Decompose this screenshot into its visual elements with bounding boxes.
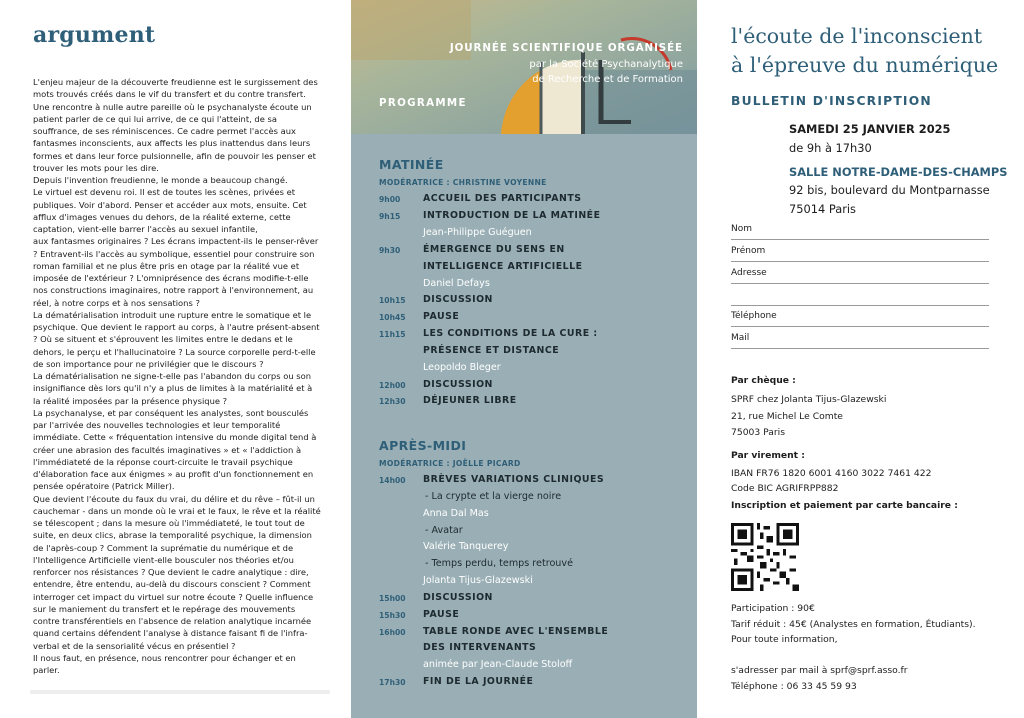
schedule-time: 9h30 — [379, 246, 401, 255]
event-date: SAMEDI 25 JANVIER 2025 — [789, 122, 951, 136]
schedule-label: FIN DE LA JOURNÉE — [423, 676, 534, 687]
contact-phone: Téléphone : 06 33 45 59 93 — [731, 681, 857, 692]
schedule-row — [379, 659, 689, 675]
schedule-time: 15h00 — [379, 594, 406, 603]
schedule-label: DES INTERVENANTS — [423, 642, 537, 653]
schedule-row — [379, 508, 689, 524]
programme-label: PROGRAMME — [379, 97, 467, 109]
schedule-row — [379, 395, 689, 411]
schedule-row — [379, 474, 689, 490]
argument-paragraph: Le virtuel est devenu roi. Il est de toutes les scènes, privées et publiques. Voir d'abord. Penser et accéder aux mots, ensuite. Cet afflux d'images venues du dehors, de la réalité externe, cette captation, vient-elle barrer l'accès au sexuel infantile, — [33, 187, 307, 234]
schedule-time: 10h45 — [379, 313, 406, 322]
programme-column — [351, 0, 697, 718]
schedule-row — [379, 575, 689, 591]
schedule-label: INTELLIGENCE ARTIFICIELLE — [423, 261, 583, 272]
reduced-fee: Tarif réduit : 45€ (Analystes en formation, Étudiants). — [731, 619, 976, 630]
contact-mail: s'adresser par mail à sprf@sprf.asso.fr — [731, 665, 908, 676]
schedule-row — [379, 362, 689, 378]
schedule-row — [379, 227, 689, 243]
schedule-label: TABLE RONDE AVEC L'ENSEMBLE — [423, 626, 609, 637]
schedule-label: DISCUSSION — [423, 379, 493, 390]
schedule-row — [379, 592, 689, 608]
schedule-label: PRÉSENCE ET DISTANCE — [423, 345, 560, 356]
schedule-time: 10h15 — [379, 296, 406, 305]
argument-paragraph: Il nous faut, en présence, nous rencontrer pour échanger et en parler. — [33, 652, 296, 675]
argument-paragraph: La dématérialisation ne signe-t-elle pas l'abandon du corps ou son insignifiance dès lors qu'il n'y a plus de limites à la matérialité et à la réalité imposées par la présence physique ? — [33, 371, 313, 406]
participation-fee: Participation : 90€ — [731, 603, 815, 614]
schedule-time: 14h00 — [379, 476, 406, 485]
schedule-label: ÉMERGENCE DU SENS EN — [423, 244, 565, 255]
schedule-time: 9h00 — [379, 195, 401, 204]
header-organiser-line: JOURNÉE SCIENTIFIQUE ORGANISÉE — [449, 42, 683, 54]
schedule-row — [379, 244, 689, 260]
schedule-label: ACCUEIL DES PARTICIPANTS — [423, 193, 582, 204]
schedule-row — [379, 294, 689, 310]
event-venue: SALLE NOTRE-DAME-DES-CHAMPS — [789, 165, 1008, 179]
bulletin-heading: BULLETIN D'INSCRIPTION — [731, 94, 932, 108]
card-payment-label: Inscription et paiement par carte bancaire : — [731, 500, 958, 511]
schedule-label: DÉJEUNER LIBRE — [423, 395, 517, 406]
footer-band — [30, 690, 330, 694]
field-label: Nom — [731, 224, 753, 234]
schedule-row — [379, 379, 689, 395]
info-line: Pour toute information, — [731, 634, 838, 645]
transfer-label: Par virement : — [731, 450, 805, 461]
talk-title: - Temps perdu, temps retrouvé — [425, 558, 573, 569]
speaker-name: Jolanta Tijus-Glazewski — [423, 575, 533, 586]
iban: IBAN FR76 1820 6001 4160 3022 7461 422 — [731, 468, 932, 479]
talk-title: - La crypte et la vierge noire — [425, 491, 562, 502]
schedule-row — [379, 345, 689, 361]
schedule-row — [379, 328, 689, 344]
argument-paragraph: aux fantasmes originaires ? Les écrans impactent-ils le penser-rêver ? Entravent-ils l'accès au symbolique, essentiel pour construire son roman familial et ne plus être pris en otage par la réalité vue et imposée de l'extérieur ? L'omniprésence des écrans modifie-t-elle nos constructions imaginaires, notre rapport à l'environnement, au réel, à notre corps et à nos sensations ? — [33, 236, 319, 308]
schedule-time: 15h30 — [379, 611, 406, 620]
cheque-city: 75003 Paris — [731, 427, 786, 438]
argument-title: argument — [33, 22, 156, 48]
schedule-label: BRÈVES VARIATIONS CLINIQUES — [423, 474, 605, 485]
cheque-label: Par chèque : — [731, 375, 796, 386]
qr-code-icon[interactable] — [731, 523, 799, 591]
mail-field[interactable] — [731, 333, 989, 349]
bic: Code BIC AGRIFRPP882 — [731, 483, 839, 494]
event-title-line: à l'épreuve du numérique — [731, 53, 999, 77]
schedule-label: LES CONDITIONS DE LA CURE : — [423, 328, 598, 339]
schedule-row — [379, 278, 689, 294]
field-label: Téléphone — [731, 311, 777, 321]
schedule-label: DISCUSSION — [423, 592, 493, 603]
cheque-address: 21, rue Michel Le Comte — [731, 411, 843, 422]
schedule-row — [379, 642, 689, 658]
address-field[interactable] — [731, 268, 989, 284]
field-label: Prénom — [731, 246, 766, 256]
schedule-time: 12h30 — [379, 397, 406, 406]
event-hours: de 9h à 17h30 — [789, 141, 872, 155]
speaker-name: Anna Dal Mas — [423, 508, 489, 519]
event-title-line: l'écoute de l'inconscient — [731, 24, 983, 48]
schedule-row — [379, 676, 689, 692]
schedule-time: 17h30 — [379, 678, 406, 687]
firstname-field[interactable] — [731, 246, 989, 262]
afternoon-moderator: MODÉRATRICE : JOËLLE PICARD — [379, 459, 521, 468]
event-address: 75014 Paris — [789, 202, 856, 216]
schedule-time: 9h15 — [379, 212, 401, 221]
speaker-name: Leopoldo Bleger — [423, 362, 501, 373]
argument-paragraph: La psychanalyse, et par conséquent les analystes, sont bousculés par l'arrivée des nouvelles technologies et leur temporalité immédiate. Cette « fréquentation intensive du monde digital tend à créer une abrasion des facultés imaginatives » et « l'addiction à l'immédiateté de la réponse court-circuite le travail psychique d'élaboration face aux énigmes » au profit d'un fonctionnement en pensée opératoire (Patrick Miller). — [33, 407, 317, 492]
argument-column — [0, 0, 335, 718]
schedule-label: PAUSE — [423, 609, 460, 620]
schedule-time: 11h15 — [379, 330, 406, 339]
speaker-name: Valérie Tanquerey — [423, 541, 509, 552]
speaker-name: Daniel Defays — [423, 278, 490, 289]
speaker-name: animée par Jean-Claude Stoloff — [423, 659, 573, 670]
schedule-row — [379, 261, 689, 277]
talk-title: - Avatar — [425, 525, 463, 536]
registration-column — [697, 0, 1024, 718]
afternoon-title: APRÈS-MIDI — [379, 438, 467, 453]
schedule-row — [379, 525, 689, 541]
schedule-label: INTRODUCTION DE LA MATINÉE — [423, 210, 601, 221]
speaker-name: Jean-Philippe Guéguen — [423, 227, 532, 238]
morning-title: MATINÉE — [379, 157, 444, 172]
field-label: Mail — [731, 333, 750, 343]
schedule-row — [379, 558, 689, 574]
argument-paragraph: Que devient l'écoute du faux du vrai, du délire et du rêve – fût-il un cauchemar - dans un monde où le vrai et le faux, le rêve et la réalité se télescopent ; dans la mesure où l'immédiateté, le tout tout de suite, en deux clics, abrase la temporalité psychique, la dimension de l'après-coup ? Comment la suprématie du numérique et de l'Intelligence Artificielle vient-elle bousculer nos théories et/ou renforcer nos résistances ? Que devient le cadre analytique : dire, entendre, être entendu, au-delà du discours conscient ? Comment interroger cet impact du virtuel sur notre écoute ? Quelle influence sur le maniement du transfert et le repérage des mouvements contre transférentiels en l'absence de relation analytique incarnée quand certains défendent l'analyse à distance faisant fi de l'infra-verbal et de la sensorialité vécus en présentiel ? — [33, 493, 321, 651]
schedule-row — [379, 609, 689, 625]
event-address: 92 bis, boulevard du Montparnasse — [789, 183, 990, 197]
address-field-line2[interactable] — [731, 294, 989, 306]
phone-field[interactable] — [731, 311, 989, 327]
schedule-row — [379, 491, 689, 507]
schedule-row — [379, 626, 689, 642]
header-society-line: par la Société Psychanalytique — [529, 59, 683, 70]
header-society-line: de Recherche et de Formation — [532, 74, 683, 85]
schedule-time: 16h00 — [379, 628, 406, 637]
field-label: Adresse — [731, 268, 767, 278]
morning-moderator: MODÉRATRICE : CHRISTINE VOYENNE — [379, 178, 547, 187]
argument-text — [33, 76, 321, 676]
argument-paragraph: Depuis l'invention freudienne, le monde a beaucoup changé. — [33, 175, 288, 185]
cheque-payee: SPRF chez Jolanta Tijus-Glazewski — [731, 394, 887, 405]
schedule-row — [379, 311, 689, 327]
schedule-label: DISCUSSION — [423, 294, 493, 305]
name-field[interactable] — [731, 224, 989, 240]
argument-paragraph: L'enjeu majeur de la découverte freudienne est le surgissement des mots trouvés créés dans le vif du transfert et du contre transfert. Une rencontre à nulle autre pareille où le psychanalyste écoute un patient parler de ce qui lui arrive, de ce qui l'atteint, de sa souffrance, de ses réminiscences. Ce cadre permet l'accès aux fantasmes inconscients, aux affects les plus inattendus dans leurs formes et dans leur force pulsionnelle, afin de pouvoir les penser et trouver les mots pour les dire. — [33, 77, 318, 173]
schedule-row — [379, 193, 689, 209]
schedule-row — [379, 210, 689, 226]
schedule-time: 12h00 — [379, 381, 406, 390]
argument-paragraph: La dématérialisation introduit une rupture entre le somatique et le psychique. Que devient le rapport au corps, à l'autre présent-absent ? Où se situent et s'éprouvent les limites entre le dedans et le dehors, le perçu et l'hallucinatoire ? La source corporelle perd-t-elle de son importance pour ne privilégier que le discours ? — [33, 309, 320, 369]
schedule-label: PAUSE — [423, 311, 460, 322]
header-artwork — [351, 0, 697, 134]
schedule-row — [379, 541, 689, 557]
